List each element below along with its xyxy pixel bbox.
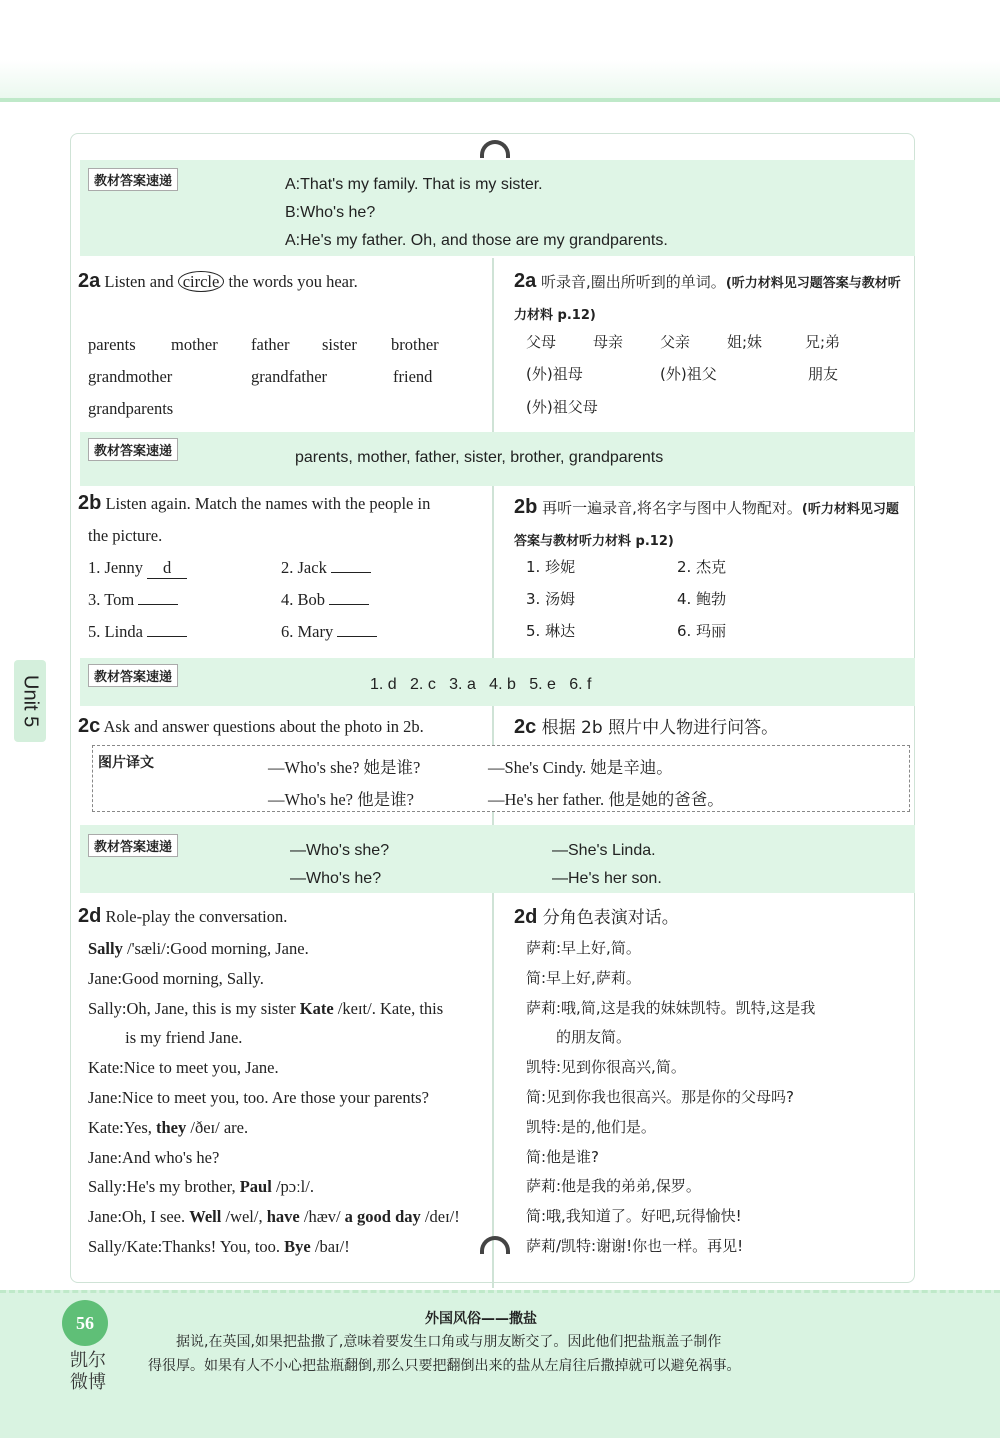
dialogue-line: Kate:Yes, they /ðeɪ/ are. (88, 1117, 249, 1137)
match-item (281, 622, 377, 642)
exercise-2d-zh (514, 903, 679, 929)
instruction: Role-play the conversation. (105, 907, 288, 926)
dialogue-line: Sally /'sæli/:Good morning, Jane. (88, 939, 309, 958)
answer-blank[interactable] (138, 604, 178, 605)
exercise-2a-heading (78, 270, 358, 293)
instruction-zh: 听录音,圈出所听到的单词。 (541, 273, 726, 291)
word: friend (393, 367, 433, 386)
dialogue-line: Jane:Nice to meet you, too. Are those your parents? (88, 1087, 429, 1107)
dialogue-line: Jane:And who's he? (88, 1147, 220, 1167)
word: sister (322, 335, 357, 354)
item-label: 6. Mary (281, 622, 334, 641)
item-zh: 5. 琳达 (526, 622, 576, 640)
dialogue-line-zh: 简:见到你我也很高兴。那是你的父母吗? (526, 1087, 795, 1106)
dialogue-line: is my friend Jane. (88, 1028, 243, 1048)
dialogue-line-zh: 简:早上好,萨莉。 (526, 968, 641, 987)
instruction: the words you hear. (228, 272, 358, 291)
note: (听力材料见习题答案与教材听力材料 p.12) (514, 276, 901, 323)
circle-word: circle (178, 271, 225, 292)
dialogue-line-zh: 的朋友简。 (526, 1028, 632, 1047)
answer-blank[interactable] (331, 572, 371, 573)
dialogue-line-zh: 萨莉:他是我的弟弟,保罗。 (526, 1177, 701, 1196)
item-zh: 3. 汤姆 (526, 590, 576, 608)
picture-line: —He's her father. 他是她的爸爸。 (488, 790, 724, 809)
item-label: 3. Tom (88, 590, 135, 609)
word-zh: 父亲 (660, 333, 691, 351)
match-item (281, 558, 371, 578)
word-zh: 姐;妹 (727, 333, 763, 351)
word: brother (391, 335, 439, 354)
dialogue-line-zh: 简:哦,我知道了。好吧,玩得愉快! (526, 1207, 742, 1226)
dialogue-line-zh: 萨莉:哦,简,这是我的妹妹凯特。凯特,这是我 (526, 998, 816, 1017)
word: grandfather (251, 367, 328, 386)
answer-box-4 (80, 825, 915, 893)
dialog-line: A:That's my family. That is my sister. (285, 176, 543, 193)
picture-line: —Who's she? 她是谁? (268, 758, 421, 777)
picture-line: —She's Cindy. 她是辛迪。 (488, 758, 673, 777)
exercise-number: 2d (514, 906, 538, 928)
footer-text: 得很厚。如果有人不小心把盐瓶翻倒,那么只要把翻倒出来的盐从左肩往后撒掉就可以避免祸事。 (148, 1358, 741, 1374)
exercise-number: 2a (78, 270, 101, 292)
top-decoration (0, 0, 1000, 102)
dialogue-english (88, 934, 460, 1262)
footer-title: 外国风俗——撒盐 (425, 1311, 537, 1327)
item-label: 5. Linda (88, 622, 143, 641)
note: (听力材料见习题答案与教材听力材料 p.12) (514, 502, 899, 549)
dialogue-chinese (526, 934, 815, 1262)
dialogue-line-zh: 萨莉:早上好,简。 (526, 939, 641, 957)
answer-text: parents, mother, father, sister, brother, grandparents (295, 449, 664, 466)
answer-text: —He's her son. (552, 870, 662, 887)
page-number: 56 (62, 1300, 108, 1346)
answer-blank[interactable] (329, 604, 369, 605)
dialogue-line-zh: 萨莉/凯特:谢谢!你也一样。再见! (526, 1236, 744, 1255)
word: grandmother (88, 367, 173, 386)
word-zh: (外)祖父母 (526, 398, 598, 416)
exercise-number: 2d (78, 905, 102, 927)
exercise-2b-heading (78, 492, 430, 515)
dialogue-line: Sally:Oh, Jane, this is my sister Kate /keɪt/. Kate, this (88, 998, 444, 1018)
word: father (251, 335, 290, 354)
answer-text: —She's Linda. (552, 842, 656, 859)
answer-tag: 教材答案速递 (88, 834, 178, 857)
dialog-line: A:He's my father. Oh, and those are my grandparents. (285, 232, 668, 249)
instruction-zh: 再听一遍录音,将名字与图中人物配对。 (542, 499, 802, 517)
word-zh: 朋友 (808, 365, 839, 383)
answer-blank[interactable] (337, 636, 377, 637)
exercise-number: 2c (514, 716, 537, 738)
exercise-number: 2b (514, 496, 538, 518)
dialogue-line: Kate:Nice to meet you, Jane. (88, 1058, 279, 1078)
answer-tag: 教材答案速递 (88, 168, 178, 191)
answer-tag: 教材答案速递 (88, 438, 178, 461)
dialogue-line: Jane:Good morning, Sally. (88, 968, 264, 988)
dialogue-line: Sally/Kate:Thanks! You, too. Bye /baɪ/! (88, 1236, 350, 1256)
dialogue-line: Jane:Oh, I see. Well /wel/, have /hæv/ a good day /deɪ/! (88, 1207, 460, 1227)
word: mother (171, 335, 218, 354)
picture-line: —Who's he? 他是谁? (268, 790, 414, 809)
exercise-number: 2b (78, 492, 102, 514)
answer-text: —Who's she? (290, 842, 390, 859)
unit-tab: Unit 5 (14, 660, 46, 742)
exercise-number: 2a (514, 270, 537, 292)
top-line (0, 98, 1000, 102)
exercise-2d-heading (78, 905, 287, 928)
word-zh: 兄;弟 (805, 333, 841, 351)
item-zh: 1. 珍妮 (526, 558, 576, 576)
footer-text: 据说,在英国,如果把盐撒了,意味着要发生口角或与朋友断交了。因此他们把盐瓶盖子制作 (176, 1334, 722, 1350)
exercise-number: 2c (78, 715, 101, 737)
brand-label: 凯尔微博 (70, 1350, 106, 1393)
instruction: Listen again. Match the names with the people in (105, 494, 431, 513)
instruction: Listen and (104, 272, 174, 291)
item-label: 2. Jack (281, 558, 327, 577)
answer-text: 1. d 2. c 3. a 4. b 5. e 6. f (370, 676, 592, 693)
word-zh: 母亲 (593, 333, 624, 351)
match-item (88, 622, 187, 642)
answer-blank[interactable] (147, 636, 187, 637)
exercise-2a-zh (514, 266, 909, 331)
word-zh: 父母 (526, 333, 557, 351)
match-item (88, 590, 178, 610)
answer-text: —Who's he? (290, 870, 382, 887)
dialogue-line-zh: 凯特:见到你很高兴,简。 (526, 1058, 686, 1077)
answer-tag: 教材答案速递 (88, 664, 178, 687)
dialogue-line-zh: 简:他是谁? (526, 1147, 600, 1166)
item-zh: 6. 玛丽 (677, 622, 727, 640)
word-zh: (外)祖母 (526, 365, 583, 383)
match-item (281, 590, 369, 610)
picture-tag: 图片译文 (98, 755, 154, 771)
dialogue-line-zh: 凯特:是的,他们是。 (526, 1117, 656, 1136)
item-zh: 4. 鲍勃 (677, 590, 727, 608)
word-zh: (外)祖父 (660, 365, 717, 383)
item-label: 1. Jenny (88, 558, 143, 577)
instruction-zh: 分角色表演对话。 (542, 908, 679, 928)
word: grandparents (88, 399, 174, 418)
instruction: Ask and answer questions about the photo in 2b. (103, 717, 424, 736)
match-item (88, 558, 187, 579)
answer-blank[interactable]: d (147, 558, 187, 579)
word: parents (88, 335, 136, 354)
dialogue-line: Sally:He's my brother, Paul /pɔːl/. (88, 1177, 314, 1197)
exercise-2c-heading (78, 715, 424, 738)
instruction-zh: 根据 2b 照片中人物进行问答。 (541, 718, 779, 738)
exercise-2c-zh (514, 713, 778, 739)
item-zh: 2. 杰克 (677, 558, 727, 576)
item-label: 4. Bob (281, 590, 326, 609)
exercise-2b-zh (514, 492, 909, 557)
dialog-line: B:Who's he? (285, 204, 376, 221)
instruction: the picture. (88, 526, 163, 545)
